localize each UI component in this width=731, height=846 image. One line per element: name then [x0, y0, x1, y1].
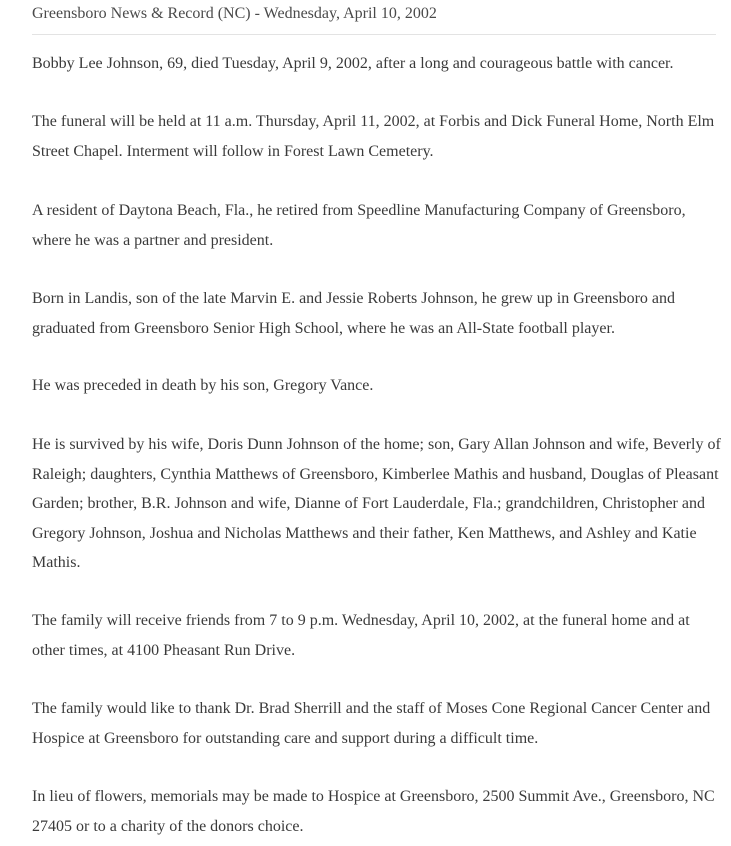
obituary-paragraph-survivors: He is survived by his wife, Doris Dunn Johnson of the home; son, Gary Allan Johnson and wife, Beverly of Raleigh; daughters, Cynthia Matthews of Greensboro, Kimberlee Mathis and husband, Douglas of Pleasant Garden; brother, B.R. Johnson and wife, Dianne of Fort Lauderdale, Fla.; grandchildren, Christopher and Gregory Johnson, Joshua and Nicholas Matthews and their father, Ken Matthews, and Ashley and Katie Mathis. [32, 436, 721, 571]
obituary-paragraph-biography: Born in Landis, son of the late Marvin E. and Jessie Roberts Johnson, he grew up in Greensboro and graduated from Greensboro Senior High School, where he was an All-State football player. [32, 290, 675, 337]
obituary-paragraph-thanks: The family would like to thank Dr. Brad Sherrill and the staff of Moses Cone Regional Cancer Center and Hospice at Greensboro for outstanding care and support during a difficult time. [32, 700, 711, 747]
obituary-paragraph-funeral: The funeral will be held at 11 a.m. Thursday, April 11, 2002, at Forbis and Dick Funeral Home, North Elm Street Chapel. Interment will follow in Forest Lawn Cemetery. [32, 113, 715, 160]
source-dateline: Greensboro News & Record (NC) - Wednesday, April 10, 2002 [32, 5, 437, 22]
obituary-paragraph-memorials: In lieu of flowers, memorials may be made to Hospice at Greensboro, 2500 Summit Ave., Greensboro, NC 27405 or to a charity of the donors choice. [32, 788, 715, 835]
obituary-paragraph-residence: A resident of Daytona Beach, Fla., he retired from Speedline Manufacturing Company of Greensboro, where he was a partner and president. [32, 202, 686, 249]
obituary-paragraph-death-notice: Bobby Lee Johnson, 69, died Tuesday, April 9, 2002, after a long and courageous battle with cancer. [32, 55, 674, 72]
header-divider [32, 34, 716, 35]
obituary-paragraph-preceded: He was preceded in death by his son, Gregory Vance. [32, 377, 374, 394]
obituary-paragraph-visitation: The family will receive friends from 7 to 9 p.m. Wednesday, April 10, 2002, at the funeral home and at other times, at 4100 Pheasant Run Drive. [32, 612, 690, 659]
